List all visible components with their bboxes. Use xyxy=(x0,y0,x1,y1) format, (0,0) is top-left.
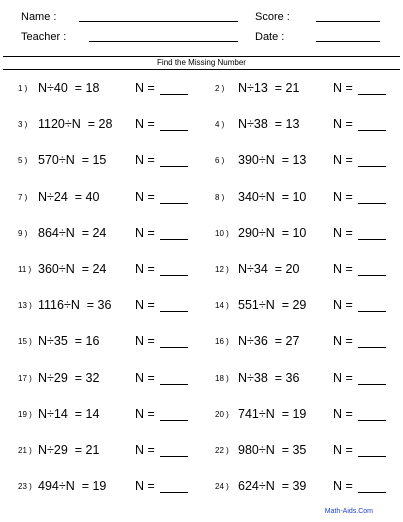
problem-number: 13 ) xyxy=(18,301,32,311)
problem-number: 22 ) xyxy=(215,446,229,455)
problem-item xyxy=(0,116,403,138)
problem-number: 14 ) xyxy=(215,301,229,311)
answer-prefix: N = xyxy=(135,443,155,457)
answer-prefix: N = xyxy=(333,298,353,313)
answer-blank[interactable] xyxy=(358,94,386,95)
problem-equation: N÷35 = 16 xyxy=(38,334,100,349)
problem-number: 24 ) xyxy=(215,482,229,492)
answer-prefix: N = xyxy=(135,262,155,276)
problem-equation: 570÷N = 15 xyxy=(38,153,107,168)
problem-number: 1 ) xyxy=(18,84,28,93)
problem-number: 2 ) xyxy=(215,84,225,93)
problem-equation: 864÷N = 24 xyxy=(38,225,107,240)
problem-number: 3 ) xyxy=(18,120,28,130)
header-rule-top xyxy=(3,56,400,57)
answer-prefix: N = xyxy=(333,370,353,385)
answer-prefix: N = xyxy=(135,81,155,95)
worksheet-title: Find the Missing Number xyxy=(157,58,246,67)
answer-prefix: N = xyxy=(333,117,353,132)
problem-equation: 624÷N = 39 xyxy=(238,479,307,494)
problem-equation: N÷34 = 20 xyxy=(238,262,300,276)
answer-prefix: N = xyxy=(333,262,353,276)
name-line xyxy=(79,21,238,22)
answer-prefix: N = xyxy=(333,334,353,349)
problem-equation: 390÷N = 13 xyxy=(238,153,307,168)
name-label: Name : xyxy=(21,11,57,23)
answer-blank[interactable] xyxy=(358,420,386,421)
answer-blank[interactable] xyxy=(358,347,386,348)
problem-row xyxy=(0,333,403,355)
problem-number: 19 ) xyxy=(18,409,32,419)
problem-equation: 1116÷N = 36 xyxy=(38,298,112,313)
problem-number: 23 ) xyxy=(18,482,32,492)
problem-number: 9 ) xyxy=(18,228,28,238)
answer-prefix: N = xyxy=(333,225,353,240)
problem-item xyxy=(0,189,403,211)
problem-item xyxy=(0,225,403,247)
answer-blank[interactable] xyxy=(358,492,386,493)
problem-item xyxy=(0,478,403,500)
problem-equation: 360÷N = 24 xyxy=(38,262,107,276)
problem-row xyxy=(0,370,403,392)
problem-row xyxy=(0,152,403,174)
problem-equation: N÷24 = 40 xyxy=(38,189,100,204)
problem-row xyxy=(0,478,403,500)
teacher-label: Teacher : xyxy=(21,31,67,43)
problem-row xyxy=(0,261,403,283)
answer-prefix: N = xyxy=(135,406,155,421)
problem-number: 20 ) xyxy=(215,409,229,419)
problem-item xyxy=(0,442,403,464)
problem-equation: N÷29 = 21 xyxy=(38,443,100,457)
problem-equation: 551÷N = 29 xyxy=(238,298,307,313)
problem-item xyxy=(0,297,403,319)
answer-blank[interactable] xyxy=(358,384,386,385)
answer-prefix: N = xyxy=(135,298,155,313)
problem-number: 12 ) xyxy=(215,265,229,274)
answer-blank[interactable] xyxy=(358,203,386,204)
problem-number: 4 ) xyxy=(215,120,225,130)
score-label: Score : xyxy=(255,11,290,23)
problem-equation: N÷40 = 18 xyxy=(38,81,100,95)
answer-prefix: N = xyxy=(135,479,155,494)
answer-blank[interactable] xyxy=(358,311,386,312)
problem-number: 21 ) xyxy=(18,446,32,455)
problem-item xyxy=(0,80,403,102)
problem-item xyxy=(0,261,403,283)
problem-item xyxy=(0,333,403,355)
problem-equation: 290÷N = 10 xyxy=(238,225,307,240)
answer-blank[interactable] xyxy=(358,239,386,240)
answer-blank[interactable] xyxy=(358,456,386,457)
problem-number: 17 ) xyxy=(18,373,32,383)
problem-equation: 340÷N = 10 xyxy=(238,189,307,204)
problem-row xyxy=(0,297,403,319)
answer-prefix: N = xyxy=(333,443,353,457)
problem-number: 18 ) xyxy=(215,373,229,383)
problem-number: 7 ) xyxy=(18,192,28,202)
problem-number: 10 ) xyxy=(215,228,229,238)
answer-blank[interactable] xyxy=(358,130,386,131)
answer-prefix: N = xyxy=(135,189,155,204)
date-label: Date : xyxy=(255,31,285,43)
problem-number: 16 ) xyxy=(215,337,229,347)
answer-prefix: N = xyxy=(135,334,155,349)
answer-blank[interactable] xyxy=(358,166,386,167)
problem-equation: N÷29 = 32 xyxy=(38,370,100,385)
problem-number: 6 ) xyxy=(215,156,225,166)
problem-equation: 494÷N = 19 xyxy=(38,479,107,494)
problem-row xyxy=(0,406,403,428)
teacher-line xyxy=(89,41,238,42)
footer-brand: Math-Aids.Com xyxy=(324,508,373,515)
problem-row xyxy=(0,189,403,211)
answer-prefix: N = xyxy=(333,406,353,421)
problem-row xyxy=(0,442,403,464)
answer-prefix: N = xyxy=(135,117,155,132)
answer-prefix: N = xyxy=(135,370,155,385)
problem-number: 8 ) xyxy=(215,192,225,202)
problem-equation: N÷13 = 21 xyxy=(238,81,300,95)
problem-row xyxy=(0,116,403,138)
date-line xyxy=(316,41,380,42)
answer-prefix: N = xyxy=(333,479,353,494)
problem-row xyxy=(0,225,403,247)
problem-item xyxy=(0,152,403,174)
problem-item xyxy=(0,370,403,392)
answer-prefix: N = xyxy=(333,153,353,168)
answer-prefix: N = xyxy=(333,81,353,95)
problem-equation: N÷38 = 36 xyxy=(238,370,300,385)
problem-number: 15 ) xyxy=(18,337,32,347)
problem-number: 5 ) xyxy=(18,156,28,166)
header-rule-bottom xyxy=(3,69,400,70)
answer-prefix: N = xyxy=(333,189,353,204)
problem-equation: 1120÷N = 28 xyxy=(38,117,113,132)
problem-equation: 980÷N = 35 xyxy=(238,443,307,457)
answer-prefix: N = xyxy=(135,153,155,168)
problem-equation: N÷38 = 13 xyxy=(238,117,300,132)
problem-number: 11 ) xyxy=(18,265,32,274)
problem-equation: 741÷N = 19 xyxy=(238,406,307,421)
problem-equation: N÷14 = 14 xyxy=(38,406,100,421)
answer-blank[interactable] xyxy=(358,275,386,276)
answer-prefix: N = xyxy=(135,225,155,240)
problem-equation: N÷36 = 27 xyxy=(238,334,300,349)
score-line xyxy=(316,21,380,22)
problem-row xyxy=(0,80,403,102)
problem-item xyxy=(0,406,403,428)
